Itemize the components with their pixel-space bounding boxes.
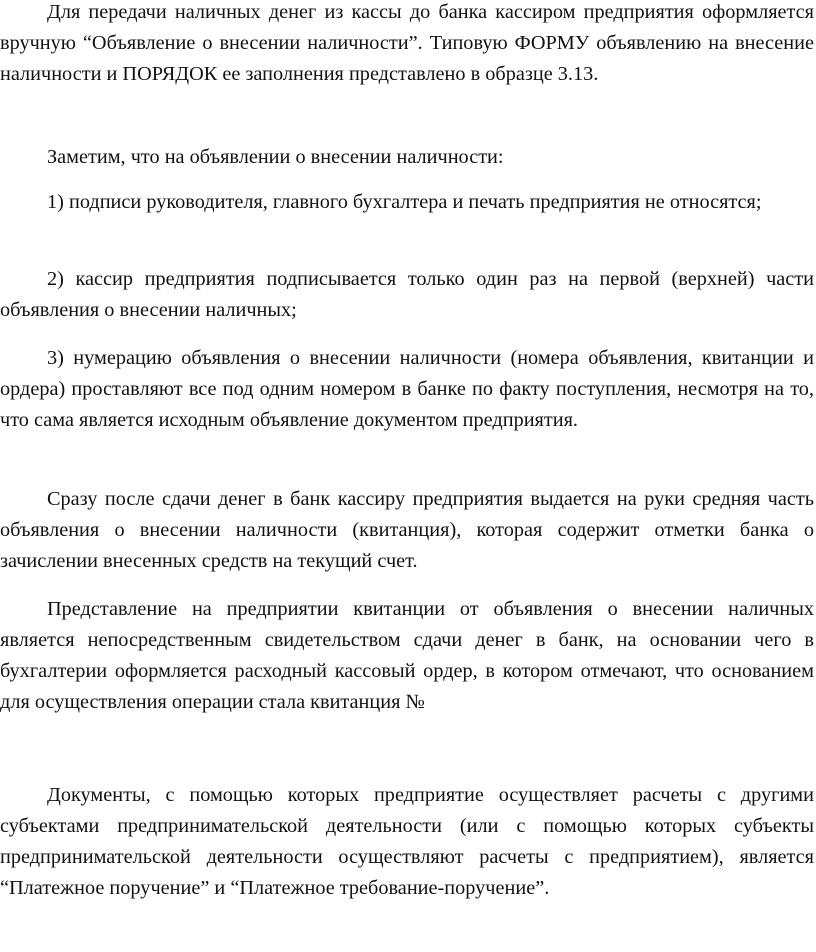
paragraph-expense-order: Представление на предприятии квитанции от объявления о внесении наличных является непосредственным свидетельством сдачи денег в банк, на основании чего в бухгалтерии оформляется расходный кассовый ордер, в котором отмечают, что основанием для осуществления операции стала квитанция № bbox=[0, 598, 814, 713]
paragraph-payment-documents: Документы, с помощью которых предприятие осуществляет расчеты с другими субъектами предпринимательской деятельности (или с помощью которых субъекты предпринимательской деятельности осуществляют расчеты с предприятием), является “Платежное поручение” и “Платежное требование-поручение”. bbox=[0, 784, 814, 899]
paragraph-cash-deposit-notice: Для передачи наличных денег из кассы до банка кассиром предприятия оформляется вручную “Объявление о внесении наличности”. Типовую ФОРМУ объявлению на внесение наличности и ПОРЯДОК ее заполнения представлено в образце 3.13. bbox=[0, 1, 814, 85]
paragraph-item-3: 3) нумерацию объявления о внесении наличности (номера объявления, квитанции и ордера) проставляют все под одним номером в банке по факту поступления, несмотря на то, что сама является исходным объявление документом предприятия. bbox=[0, 347, 814, 431]
paragraph-note-intro: Заметим, что на объявлении о внесении наличности: bbox=[47, 146, 504, 168]
paragraph-receipt: Сразу после сдачи денег в банк кассиру предприятия выдается на руки средняя часть объявления о внесении наличности (квитанция), которая содержит отметки банка о зачислении внесенных средств на текущий счет. bbox=[0, 488, 814, 572]
paragraph-item-1: 1) подписи руководителя, главного бухгалтера и печать предприятия не относятся; bbox=[47, 191, 762, 213]
paragraph-item-2: 2) кассир предприятия подписывается только один раз на первой (верхней) части объявления о внесении наличных; bbox=[0, 268, 814, 321]
